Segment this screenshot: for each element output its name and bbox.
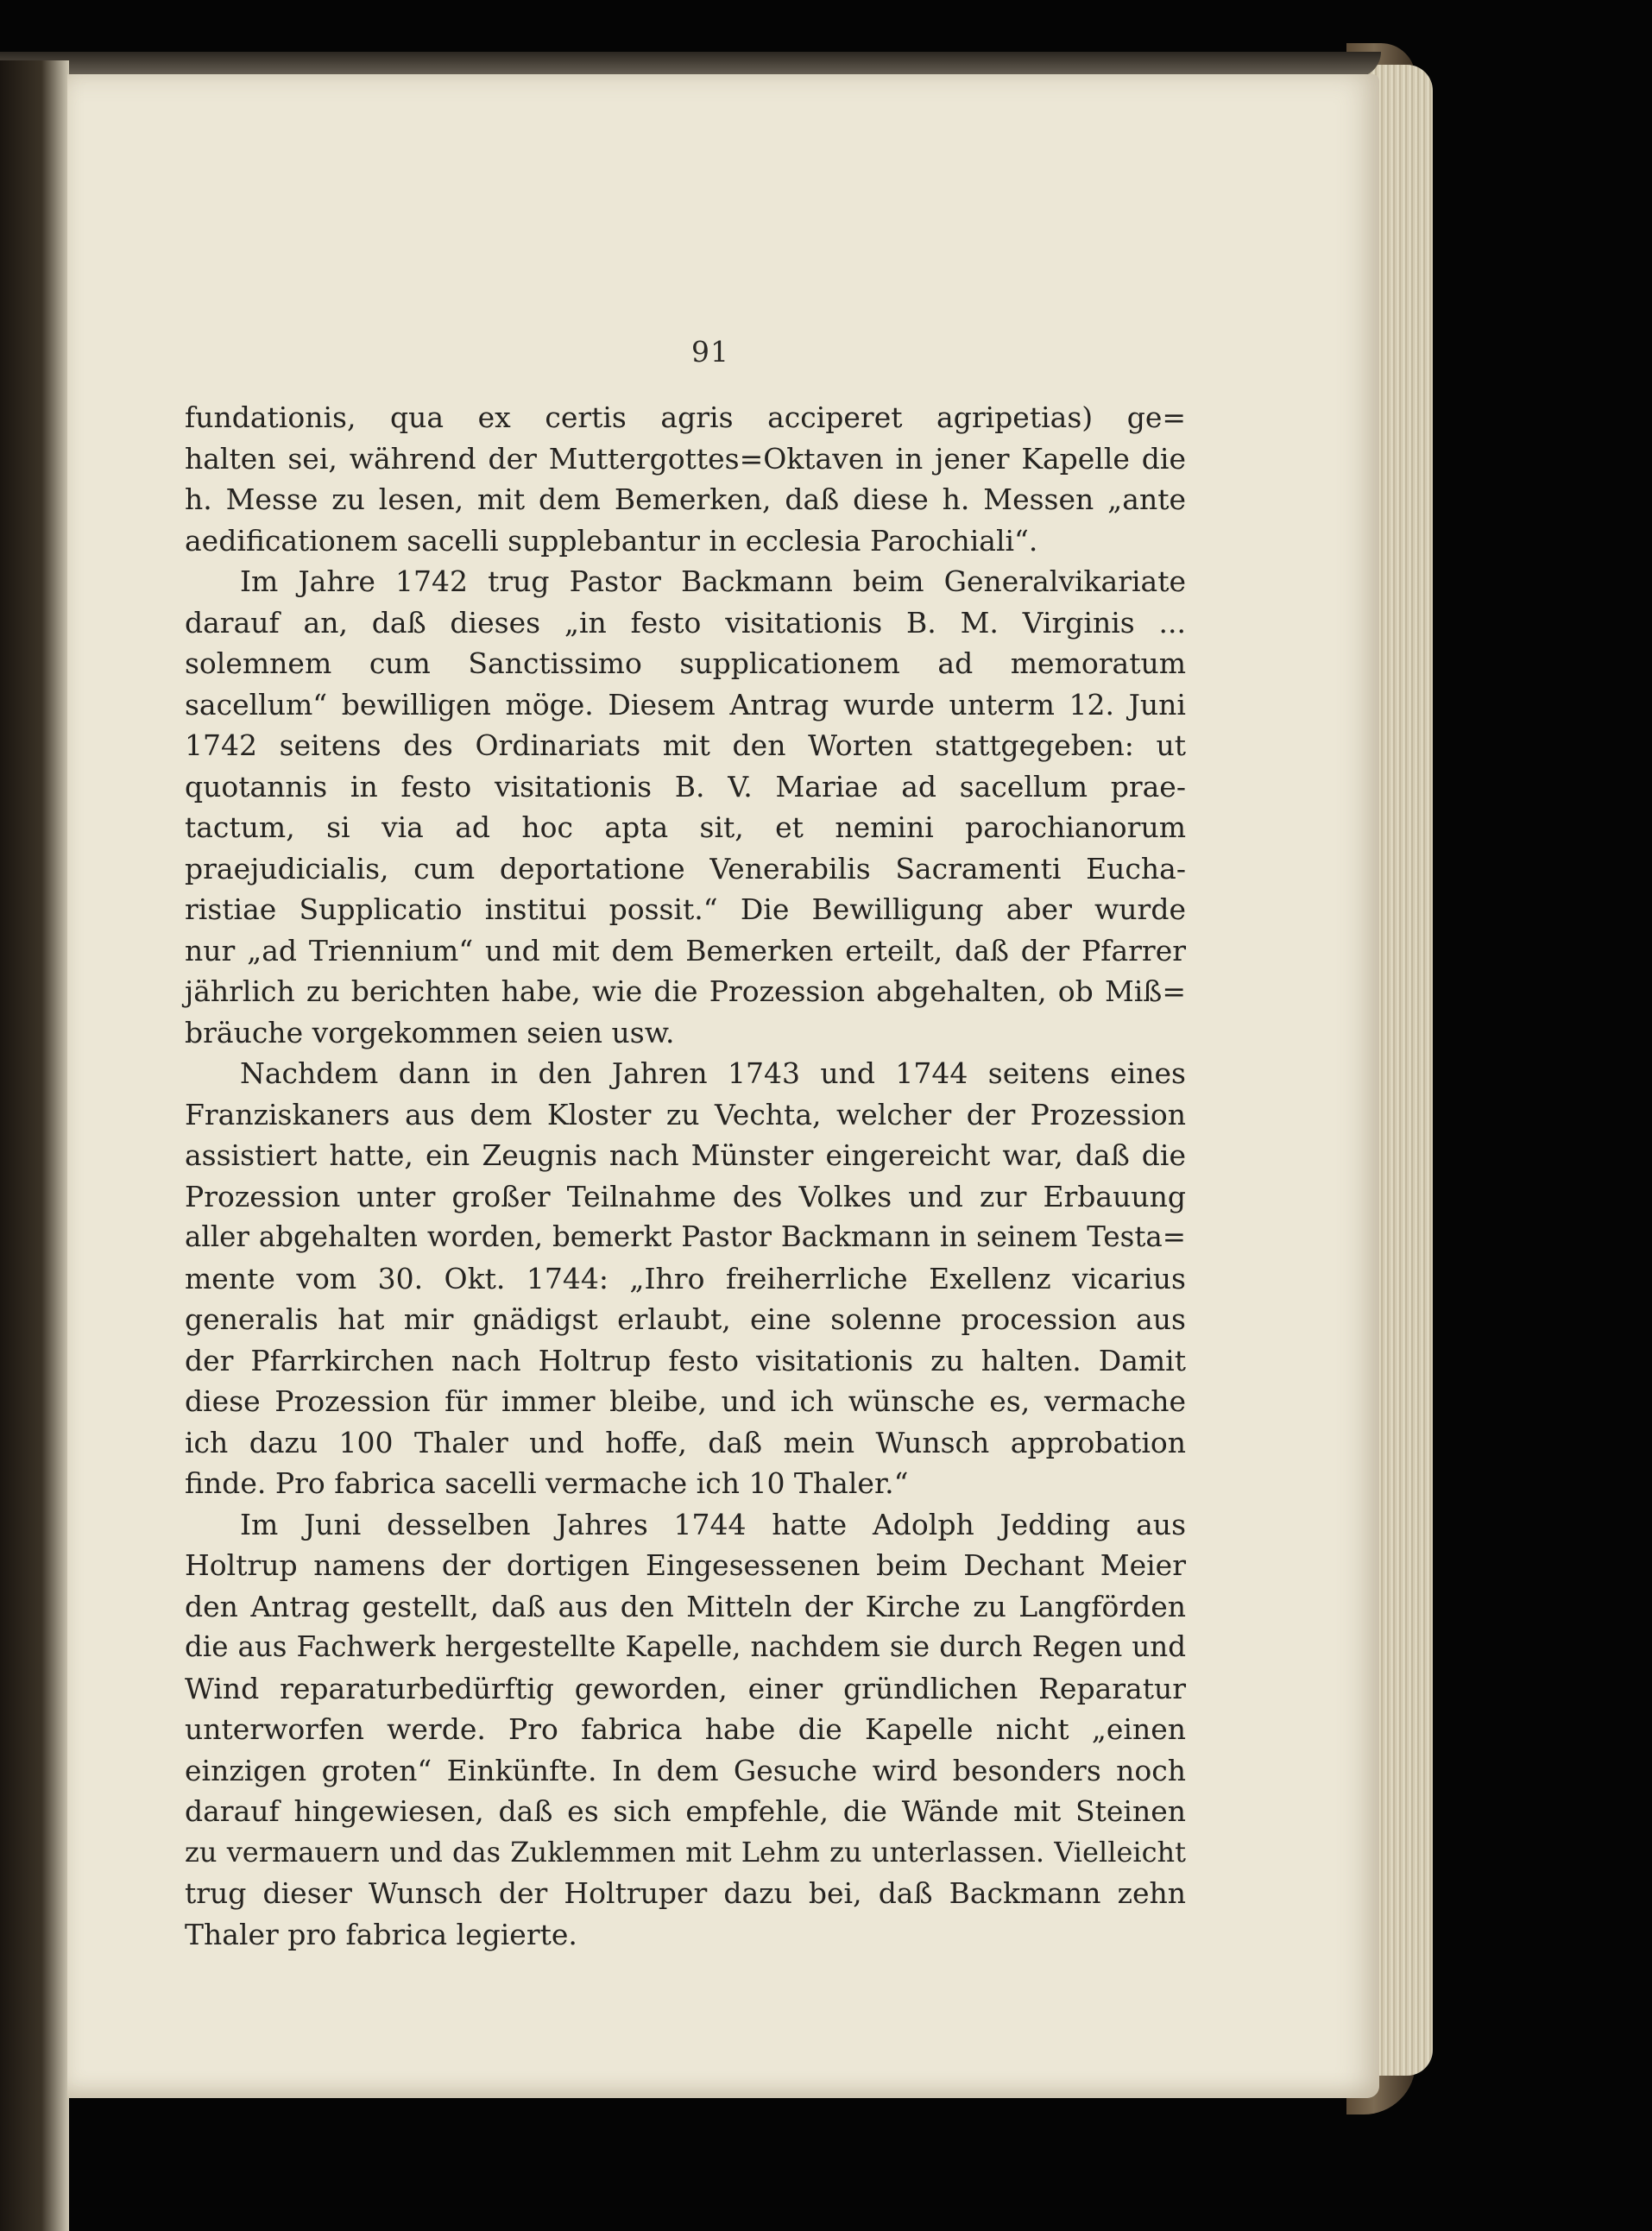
text-line: den Antrag gestellt, daß aus den Mitteln der Kirche zu Langförden — [185, 1589, 1186, 1623]
text-line: darauf hingewiesen, daß es sich empfehle, die Wände mit Steinen — [185, 1794, 1186, 1828]
text-line: assistiert hatte, ein Zeugnis nach Münster eingereicht war, daß die — [185, 1138, 1186, 1172]
text-line: Wind reparaturbedürftig geworden, einer gründlichen Reparatur — [185, 1671, 1186, 1705]
text-line: einzigen groten“ Einkünfte. In dem Gesuche wird besonders noch — [185, 1753, 1186, 1787]
book-gutter — [0, 60, 69, 2231]
text-line: darauf an, daß dieses „in festo visitationis B. M. Virginis ... — [185, 605, 1186, 640]
text-line: ich dazu 100 Thaler und hoffe, daß mein Wunsch approbation — [185, 1425, 1186, 1459]
book-page — [67, 74, 1379, 2098]
text-line: aedificationem sacelli supplebantur in ecclesia Parochiali“. — [185, 523, 1038, 558]
body-text — [185, 397, 1186, 1955]
text-line: trug dieser Wunsch der Holtruper dazu bei, daß Backmann zehn — [185, 1876, 1186, 1910]
text-line: Franziskaners aus dem Kloster zu Vechta, welcher der Prozession — [185, 1097, 1186, 1131]
text-line: aller abgehalten worden, bemerkt Pastor Backmann in seinem Testa= — [185, 1220, 1186, 1253]
text-line: diese Prozession für immer bleibe, und ich wünsche es, vermache — [185, 1384, 1186, 1418]
text-line: nur „ad Triennium“ und mit dem Bemerken erteilt, daß der Pfarrer — [185, 933, 1186, 967]
text-line: mente vom 30. Okt. 1744: „Ihro freiherrliche Exellenz vicarius — [185, 1261, 1186, 1295]
text-line: ristiae Supplicatio institui possit.“ Die Bewilligung aber wurde — [185, 892, 1186, 926]
page-number: 91 — [691, 335, 729, 369]
text-line: jährlich zu berichten habe, wie die Prozession abgehalten, ob Miß= — [185, 974, 1186, 1008]
text-line: 1742 seitens des Ordinariats mit den Worten stattgegeben: ut — [185, 728, 1186, 762]
text-line: die aus Fachwerk hergestellte Kapelle, nachdem sie durch Regen und — [185, 1630, 1186, 1663]
text-line: Im Jahre 1742 trug Pastor Backmann beim Generalvikariate — [240, 564, 1186, 598]
text-line: fundationis, qua ex certis agris acciperet agripetias) ge= — [185, 400, 1186, 434]
text-line: unterworfen werde. Pro fabrica habe die Kapelle nicht „einen — [185, 1712, 1186, 1746]
text-line: bräuche vorgekommen seien usw. — [185, 1015, 675, 1049]
text-line: zu vermauern und das Zuklemmen mit Lehm zu unterlassen. Vielleicht — [185, 1835, 1186, 1869]
text-line: solemnem cum Sanctissimo supplicationem ad memoratum — [185, 646, 1186, 680]
text-line: Prozession unter großer Teilnahme des Volkes und zur Erbauung — [185, 1179, 1186, 1213]
text-line: Thaler pro fabrica legierte. — [185, 1917, 577, 1951]
text-line: quotannis in festo visitationis B. V. Mariae ad sacellum prae- — [185, 769, 1186, 804]
text-line: Im Juni desselben Jahres 1744 hatte Adolph Jedding aus — [240, 1507, 1186, 1541]
text-line: finde. Pro fabrica sacelli vermache ich 10 Thaler.“ — [185, 1466, 909, 1500]
text-line: Nachdem dann in den Jahren 1743 und 1744 seitens eines — [240, 1056, 1186, 1090]
text-line: halten sei, während der Muttergottes=Oktaven in jener Kapelle die — [185, 441, 1186, 476]
text-line: h. Messe zu lesen, mit dem Bemerken, daß diese h. Messen „ante — [185, 482, 1186, 516]
text-line: sacellum“ bewilligen möge. Diesem Antrag wurde unterm 12. Juni — [185, 687, 1186, 722]
text-line: praejudicialis, cum deportatione Venerabilis Sacramenti Eucha- — [185, 851, 1186, 885]
text-line: der Pfarrkirchen nach Holtrup festo visitationis zu halten. Damit — [185, 1343, 1186, 1377]
text-line: tactum, si via ad hoc apta sit, et nemini parochianorum — [185, 810, 1186, 844]
text-line: Holtrup namens der dortigen Eingesessenen beim Dechant Meier — [185, 1548, 1186, 1582]
text-line: generalis hat mir gnädigst erlaubt, eine solenne procession aus — [185, 1302, 1186, 1336]
